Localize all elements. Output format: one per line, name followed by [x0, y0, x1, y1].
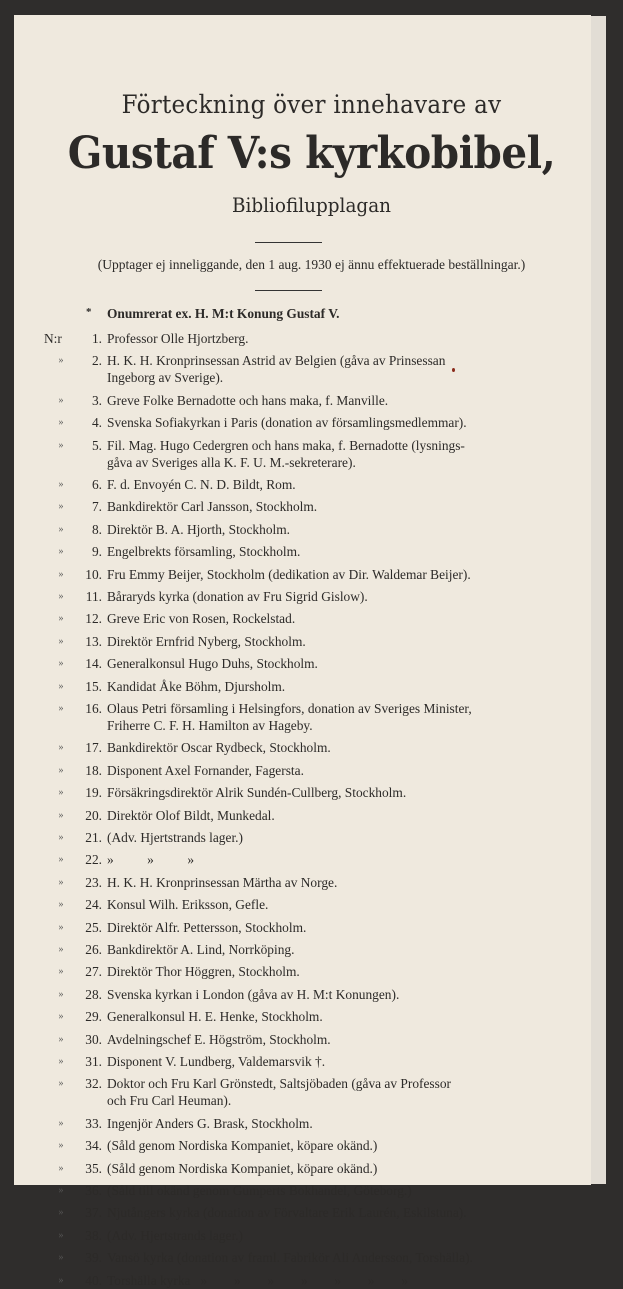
entry-text-line: Torshälla kyrka » » » » » » » [107, 1272, 409, 1288]
entry-number: 33. [85, 1115, 102, 1131]
entry-text-line: Greve Eric von Rosen, Rockelstad. [107, 611, 296, 627]
ditto-mark: » [58, 876, 64, 888]
entry-text [107, 700, 547, 734]
entry-text-line: Försäkringsdirektör Alrik Sundén-Cullberg, Stockholm. [107, 785, 407, 801]
ditto-mark: » [58, 832, 64, 843]
ditto-mark: » [58, 921, 64, 933]
entry-text [107, 1249, 547, 1266]
entry-text-line: Fru Emmy Beijer, Stockholm (dedikation av Dir. Waldemar Beijer). [107, 566, 471, 582]
entry-number: 7. [91, 499, 102, 515]
entry-number: 31. [85, 1054, 102, 1069]
ditto-mark: » [58, 787, 64, 799]
entry-text-line: (Adv. Hjertstrands lager.) [107, 830, 243, 845]
entry-number: 38. [85, 1227, 102, 1243]
entry-text-line: Direktör Ernfrid Nyberg, Stockholm. [107, 633, 306, 649]
entry-text-line: » » » [107, 852, 195, 868]
heading-title: Gustaf V:s kyrkobibel, [67, 128, 556, 179]
entry-text-line: Friherre C. F. H. Hamilton av Hageby. [107, 718, 313, 733]
entry-text [107, 655, 547, 672]
entry-text [107, 543, 547, 560]
entry-text-line: F. d. Envoyén C. N. D. Bildt, Rom. [107, 477, 296, 492]
entry-text [107, 1204, 547, 1221]
entry-text-line: Konsul Wilh. Eriksson, Gefle. [107, 897, 269, 913]
entry-number: 6. [91, 477, 102, 492]
entry-text [107, 1031, 547, 1048]
entry-text [107, 739, 547, 756]
ditto-mark: » [58, 1207, 64, 1219]
ditto-mark: » [58, 1252, 64, 1264]
ditto-mark: » [58, 546, 64, 558]
ditto-mark: » [58, 591, 64, 602]
entry-text [107, 610, 547, 627]
ditto-mark: » [58, 944, 64, 955]
entry-number: 20. [85, 807, 102, 823]
entry-text-line: och Fru Carl Heuman). [107, 1093, 232, 1109]
entry-text-line: Vansö kyrka (donation av framl. Fabrikör Ali Andersson, Torshälla). [107, 1250, 473, 1266]
ditto-mark: » [58, 568, 64, 580]
entry-text-line: Generalkonsul H. E. Henke, Stockholm. [107, 1009, 323, 1025]
entry-text [107, 1053, 547, 1070]
entry-text [107, 1272, 547, 1289]
ditto-mark: » [58, 680, 64, 692]
entry-text [107, 498, 547, 515]
entry-text [107, 476, 547, 493]
heading-line-1: Förteckning över innehavare av [121, 90, 502, 119]
entry-text [107, 1160, 547, 1177]
entry-number: 36. [85, 1183, 102, 1198]
entry-text-line: Avdelningschef E. Högström, Stockholm. [107, 1031, 331, 1047]
ditto-mark: » [58, 1185, 64, 1196]
entry-text-line: Svenska kyrkan i London (gåva av H. M:t Konungen). [107, 986, 400, 1002]
entry-text-line: Direktör Alfr. Pettersson, Stockholm. [107, 919, 307, 935]
entry-number: 10. [85, 566, 102, 582]
entry-text [107, 1227, 547, 1244]
entry-text [107, 414, 547, 431]
entry-text-line: Engelbrekts församling, Stockholm. [107, 544, 301, 560]
entry-number: 40. [85, 1272, 102, 1288]
ditto-mark: » [58, 764, 64, 776]
entry-text [107, 392, 547, 409]
entry-text [107, 851, 547, 868]
entry-text-line: gåva av Sveriges alla K. F. U. M.-sekreterare). [107, 454, 356, 470]
ditto-mark: » [58, 966, 64, 978]
entry-number: 23. [85, 874, 102, 890]
entry-number: 26. [85, 942, 102, 957]
entry-text-line: H. K. H. Kronprinsessan Astrid av Belgien (gåva av Prinsessan [107, 353, 446, 369]
ditto-mark: » [58, 988, 64, 1000]
entry-number: 12. [85, 611, 102, 627]
entry-text-line: Generalkonsul Hugo Duhs, Stockholm. [107, 656, 318, 672]
entry-number: 18. [85, 762, 102, 778]
entry-text-line: Olaus Petri församling i Helsingfors, donation av Sveriges Minister, [107, 701, 472, 716]
entry-text [107, 588, 547, 605]
entry-text [107, 896, 547, 913]
entry-number: 1. [91, 331, 102, 346]
entry-number: 5. [91, 437, 102, 453]
ditto-mark: » [58, 635, 64, 647]
entry-text-line: Fil. Mag. Hugo Cedergren och hans maka, f. Bernadotte (lysnings- [107, 437, 465, 453]
entry-number: 17. [85, 740, 102, 756]
entry-number: 22. [85, 852, 102, 868]
entry-text-line: Ingenjör Anders G. Brask, Stockholm. [107, 1115, 313, 1131]
ditto-mark: » [58, 501, 64, 513]
entry-text-line: Båraryds kyrka (donation av Fru Sigrid Gislow). [107, 589, 368, 604]
entry-text [107, 762, 547, 779]
entry-text-line: Greve Folke Bernadotte och hans maka, f. Manville. [107, 392, 389, 408]
entry-number: 3. [91, 392, 102, 408]
entry-text-line: Doktor och Fru Karl Grönstedt, Saltsjöbaden (gåva av Professor [107, 1076, 451, 1092]
number-prefix: N:r [44, 331, 62, 346]
entry-text [107, 1137, 547, 1154]
entry-number: 34. [85, 1138, 102, 1154]
entry-text [107, 963, 547, 980]
entry-text [107, 521, 547, 538]
entry-number: 39. [85, 1250, 102, 1266]
entry-text-line: Svenska Sofiakyrkan i Paris (donation av församlingsmedlemmar). [107, 415, 467, 431]
entry-number: 35. [85, 1160, 102, 1176]
entry-number: 16. [85, 701, 102, 716]
ditto-mark: » [58, 1140, 64, 1152]
entry-text [107, 352, 547, 386]
entry-number: 15. [85, 678, 102, 694]
entry-text [107, 986, 547, 1003]
entry-number: 37. [85, 1205, 102, 1221]
entry-number: 21. [85, 830, 102, 845]
entry-text-line: Disponent V. Lundberg, Valdemarsvik †. [107, 1054, 326, 1069]
ditto-mark: » [58, 355, 64, 367]
entry-text-line: H. K. H. Kronprinsessan Märtha av Norge. [107, 874, 338, 890]
entry-number: 2. [91, 353, 102, 369]
ditto-mark: » [58, 1056, 64, 1067]
ditto-mark: » [58, 1117, 64, 1129]
entry-number: 19. [85, 785, 102, 801]
ditto-mark: » [58, 1229, 64, 1241]
ditto-mark: » [58, 439, 64, 451]
entry-text-line: Kandidat Åke Böhm, Djursholm. [107, 678, 286, 694]
entry-number: 27. [85, 964, 102, 980]
ditto-mark: » [58, 479, 64, 490]
ditto-mark: » [58, 394, 64, 406]
ditto-mark: » [58, 613, 64, 625]
entry-text [107, 784, 547, 801]
ditto-mark: » [58, 742, 64, 754]
ditto-mark: » [58, 1162, 64, 1174]
entry-number: 4. [91, 415, 102, 431]
entry-text [107, 633, 547, 650]
entry-text [107, 807, 547, 824]
entry-text-line: Disponent Axel Fornander, Fagersta. [107, 762, 304, 778]
divider-top [255, 242, 322, 243]
entry-text-line: Direktör Olof Bildt, Munkedal. [107, 807, 275, 823]
entry-text-line: Direktör Thor Höggren, Stockholm. [107, 964, 300, 980]
entry-text [107, 437, 547, 471]
entry-text [107, 1075, 547, 1109]
ditto-mark: » [58, 1011, 64, 1023]
entry-number: 32. [85, 1076, 102, 1092]
asterisk-marker: * [86, 306, 92, 318]
entry-number: 13. [85, 633, 102, 649]
ditto-mark: » [58, 703, 64, 714]
entry-text [107, 941, 547, 958]
entry-text-line: (Såld till okänd genom Gumperts Bokhandel, Göteborg.) [107, 1183, 412, 1198]
ditto-mark: » [58, 417, 64, 429]
entry-text [107, 1182, 547, 1199]
ink-mark [452, 368, 455, 372]
entry-text [107, 566, 547, 583]
ditto-mark: » [58, 1078, 64, 1090]
entry-number: 30. [85, 1031, 102, 1047]
ditto-mark: » [58, 1033, 64, 1045]
entry-text-line: Bankdirektör Carl Jansson, Stockholm. [107, 499, 318, 515]
entry-number: 25. [85, 919, 102, 935]
ditto-mark: » [58, 854, 64, 866]
entry-text-line: Professor Olle Hjortzberg. [107, 331, 249, 346]
entry-number: 11. [85, 589, 102, 604]
entry-text-line: (Såld genom Nordiska Kompaniet, köpare okänd.) [107, 1160, 378, 1176]
entry-text-line: (Såld genom Nordiska Kompaniet, köpare okänd.) [107, 1138, 378, 1154]
ditto-mark: » [58, 1274, 64, 1286]
entry-text [107, 919, 547, 936]
entry-text-line: Bankdirektör A. Lind, Norrköping. [107, 942, 295, 957]
entry-number: 24. [85, 897, 102, 913]
entry-text-line: Direktör B. A. Hjorth, Stockholm. [107, 521, 290, 537]
entry-text [107, 330, 547, 347]
entry-text-line: Bankdirektör Oscar Rydbeck, Stockholm. [107, 740, 331, 756]
entry-text [107, 829, 547, 846]
divider-bottom [255, 290, 322, 291]
entry-number: 29. [85, 1009, 102, 1025]
entry-text [107, 1115, 547, 1132]
entry-text [107, 1008, 547, 1025]
ditto-mark: » [58, 809, 64, 821]
entry-text-line: Ingeborg av Sverige). [107, 370, 224, 386]
entry-text [107, 874, 547, 891]
entry-text-line: (Adv. Hjertstrands lager.) [107, 1227, 243, 1243]
entry-text-line: Njutångers kyrka (donation av Förvaltare Erik Laurén, Eskilstuna). [107, 1205, 467, 1221]
entry-number: 14. [85, 656, 102, 672]
ditto-mark: » [58, 523, 64, 535]
ditto-mark: » [58, 658, 64, 670]
heading-subtitle: Bibliofilupplagan [231, 193, 392, 217]
entry-number: 28. [85, 986, 102, 1002]
ditto-mark: » [58, 899, 64, 911]
entry-text [107, 678, 547, 695]
note: (Upptager ej inneliggande, den 1 aug. 1930 ej ännu effektuerade beställningar.) [97, 257, 526, 272]
entry-number: 9. [91, 544, 102, 560]
royal-entry-text: Onumrerat ex. H. M:t Konung Gustaf V. [107, 306, 340, 321]
entry-number: 8. [91, 521, 102, 537]
